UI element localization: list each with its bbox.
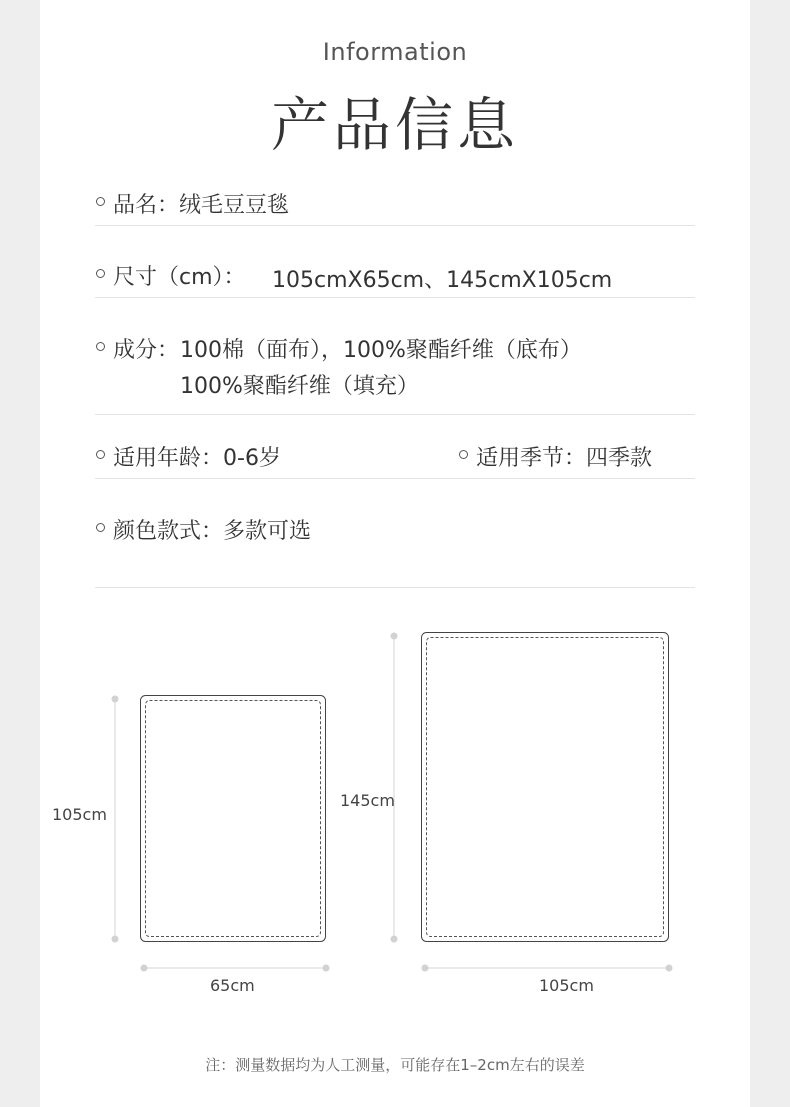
dimension-dot [112, 936, 119, 943]
dimension-dot [141, 965, 148, 972]
season-label: 适用季节： [476, 446, 587, 471]
dimension-dot [391, 936, 398, 943]
dimension-dot [112, 696, 119, 703]
material-line-2: 100%聚酯纤维（填充） [180, 374, 419, 399]
measurement-note: 注：测量数据均为人工测量，可能存在1–2cm左右的误差 [205, 1056, 585, 1074]
material-label: 成分： [113, 338, 180, 363]
material-line-1: 100棉（面布），100%聚酯纤维（底布） [180, 338, 582, 363]
age-label: 适用年龄： [113, 446, 224, 471]
section-subtitle: Information [322, 38, 468, 66]
name-value: 绒毛豆豆毯 [179, 193, 290, 218]
name-label: 品名： [113, 193, 180, 218]
color-value: 多款可选 [223, 519, 312, 544]
size-value: 105cmX65cm、145cmX105cm [272, 268, 613, 293]
large-blanket-outline [422, 633, 669, 942]
large-width-label: 105cm [539, 976, 594, 995]
dimension-dot [666, 965, 673, 972]
dimension-dot [391, 633, 398, 640]
large-blanket-drawing [391, 633, 673, 972]
age-value: 0-6岁 [223, 446, 281, 471]
dimension-dot [422, 965, 429, 972]
small-width-label: 65cm [210, 976, 255, 995]
color-label: 颜色款式： [113, 519, 224, 544]
large-height-label: 145cm [340, 791, 395, 810]
dimension-dot [323, 965, 330, 972]
size-label: 尺寸（cm）： [113, 265, 246, 290]
small-blanket-drawing [112, 696, 330, 972]
season-value: 四季款 [586, 446, 653, 471]
section-title: 产品信息 [270, 91, 519, 159]
small-blanket-outline [141, 696, 326, 942]
small-height-label: 105cm [52, 805, 107, 824]
